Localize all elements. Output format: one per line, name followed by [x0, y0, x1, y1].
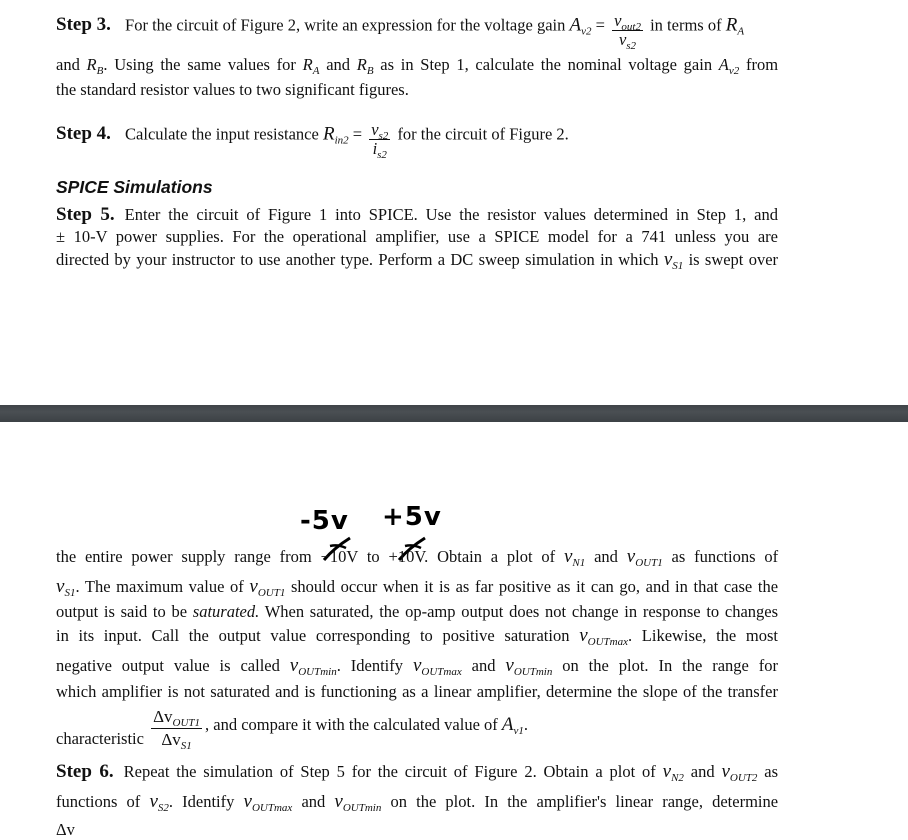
step6-line3: Δv [56, 820, 75, 839]
step3-line3: the standard resistor values to two significant figures. [56, 80, 409, 99]
step3-line2-rb: R [356, 55, 367, 74]
cont-line5 [56, 656, 778, 676]
step6-vn2: v [662, 761, 672, 782]
cont-and1: and [594, 547, 618, 566]
step6-vs2: v [149, 791, 158, 812]
cont-line2 [56, 577, 778, 597]
step6-line2 [56, 792, 778, 812]
step4-label: Step 4. [56, 123, 111, 145]
step3-frac-den: v [618, 30, 627, 49]
cont-line3 [56, 602, 778, 622]
cont-l4a: in its input. Call the output value corresponding to positive saturation [56, 626, 570, 645]
cont-frac-num: Δv [153, 707, 173, 726]
step4-frac-num-sub: s2 [378, 130, 389, 142]
cont-l5-and: and [471, 656, 496, 675]
step3-line2-text2: as in Step 1, calculate the nominal voltage gain [380, 55, 713, 74]
step3-frac-num-sub: out2 [621, 21, 641, 33]
step4-line [56, 117, 778, 161]
cont-l5c: on the plot. In the range for [562, 656, 779, 675]
step3-gain-sub: v2 [581, 25, 592, 38]
step3-gain: A [569, 14, 582, 36]
step3-line1 [56, 8, 778, 52]
cont-l7-end: . [523, 715, 529, 735]
step4-fraction [369, 120, 390, 161]
step3-line2-ra: R [302, 55, 313, 74]
cont-l2-vout: v [249, 576, 258, 597]
step3-line2-gain-sub: v2 [728, 65, 740, 77]
step6-line1 [56, 762, 778, 782]
step3-line2-text: . Using the same values for [103, 55, 296, 74]
step6-vout2: v [721, 761, 730, 782]
cont-l3b: When saturated, the op-amp output does not change in response to changes [264, 602, 779, 621]
cont-l5a: negative output value is called [56, 656, 280, 675]
step6-vout2-sub: OUT2 [729, 772, 758, 784]
step4-frac-den-sub: s2 [377, 149, 387, 161]
step6-voutmax-sub: OUTmax [251, 802, 293, 814]
cont-l7a: characteristic [56, 729, 144, 749]
step3-ra-sub: A [737, 25, 745, 38]
cont-l5-voutmin: v [289, 655, 299, 676]
step4-frac-num: v [371, 120, 379, 139]
cont-l5-voutmax: v [412, 655, 422, 676]
step6-l1a: Repeat the simulation of Step 5 for the circuit of Figure 2. Obtain a plot of [123, 762, 656, 781]
step6-vs2-sub: S2 [157, 802, 169, 814]
step3-line2-ra-sub: A [312, 65, 320, 77]
step3-line2-rb-sub: B [366, 65, 374, 77]
cont-l5-voutmin-sub: OUTmin [298, 666, 337, 678]
step5-label: Step 5. [56, 204, 115, 225]
transfer-slope-fraction [151, 706, 202, 751]
cont-neg10: −10V [320, 547, 359, 566]
step6-voutmin-sub: OUTmin [342, 802, 382, 814]
cont-l5b: . Identify [336, 656, 404, 675]
cont-line1 [56, 547, 778, 567]
step6-voutmin: v [334, 791, 343, 812]
cont-av1-sub: v1 [513, 725, 524, 738]
cont-vout1-sub: OUT1 [635, 557, 663, 569]
step6-and: and [690, 762, 715, 781]
step3-frac-num: v [614, 11, 622, 30]
step3-frac-den-sub: s2 [626, 40, 637, 52]
step3-from: from [746, 55, 779, 74]
cont-vs1-sub: S1 [64, 587, 76, 599]
step3-and: and [56, 55, 80, 74]
cont-frac-den-sub: S1 [180, 740, 192, 752]
cont-l1c: as functions of [671, 547, 779, 566]
step5-line3b: is swept over [688, 250, 779, 269]
step6-vn2-sub: N2 [671, 772, 684, 784]
cont-voutmax-sub: OUTmax [587, 636, 628, 648]
cont-l2b: should occur when it is as far positive as it can go, and in that case the [290, 577, 779, 596]
cont-l5-voutmin2-sub: OUTmin [513, 666, 553, 678]
step5-line2: ± 10-V power supplies. For the operational amplifier, use a SPICE model for a 741 unless you are [56, 227, 778, 246]
step3-text1: For the circuit of Figure 2, write an expression for the voltage gain [125, 15, 566, 35]
step3-fraction [612, 11, 643, 52]
cont-vs1: v [56, 576, 65, 597]
cont-pos10: +10V [388, 547, 425, 566]
cont-l4b: . Likewise, the most [627, 626, 779, 645]
cont-l2-vout-sub: OUT1 [257, 587, 286, 599]
cont-line6: which amplifier is not saturated and is functioning as a linear amplifier, determine the slope of the transfer [56, 682, 778, 701]
step3-label: Step 3. [56, 14, 111, 36]
cont-line7 [56, 706, 778, 752]
section-title: SPICE Simulations [56, 177, 213, 197]
step6-l1b: as [764, 762, 779, 781]
page-top [0, 0, 908, 405]
step3-ra: R [725, 14, 738, 36]
step5-vs-sub: S1 [672, 260, 684, 272]
cont-voutmax: v [579, 625, 588, 646]
cont-av1: A [501, 714, 514, 736]
step4-r-sub: in2 [334, 134, 349, 147]
cont-vn1-sub: N1 [572, 557, 586, 569]
cont-vout1: v [626, 546, 636, 567]
cont-l1a: the entire power supply range from [56, 547, 312, 566]
step4-text1: Calculate the input resistance [125, 124, 319, 144]
step3-line2-gain: A [718, 55, 729, 74]
handwritten-pos: +5v [382, 502, 442, 532]
step6-l2b: . Identify [168, 792, 235, 811]
step3-and2: and [326, 55, 351, 74]
step5-vs: v [663, 249, 673, 270]
step4-frac-den: i [372, 139, 378, 158]
step5-line3a: directed by your instructor to use another type. Perform a DC sweep simulation in which [56, 250, 659, 269]
step6-label: Step 6. [56, 761, 114, 782]
cont-l1b: . Obtain a plot of [424, 547, 556, 566]
step5-line1 [56, 205, 778, 225]
step3-rb: R [86, 55, 97, 74]
cont-l2a: . The maximum value of [75, 577, 244, 596]
step3-eq: = [595, 15, 605, 35]
cont-l5-voutmax-sub: OUTmax [421, 666, 462, 678]
cont-frac-den: Δv [161, 730, 181, 749]
cont-l5-voutmin2: v [505, 655, 514, 676]
step4-r: R [322, 123, 335, 145]
cont-saturated: saturated. [192, 602, 260, 621]
step3-line2 [56, 55, 778, 75]
step6-and2: and [301, 792, 326, 811]
cont-vn1: v [563, 546, 573, 567]
cont-line4 [56, 626, 778, 646]
step3-text2: in terms of [650, 15, 722, 35]
step6-voutmax: v [243, 791, 252, 812]
step6-l2c: on the plot. In the amplifier's linear range, determine [390, 792, 779, 811]
step4-text2: for the circuit of Figure 2. [397, 124, 569, 144]
cont-l7b: , and compare it with the calculated value of [205, 715, 498, 735]
page-divider [0, 405, 908, 422]
step5-line1-text: Enter the circuit of Figure 1 into SPICE. Use the resistor values determined in Step 1, and [124, 205, 778, 224]
cont-frac-num-sub: OUT1 [172, 717, 201, 729]
cont-to: to [366, 547, 380, 566]
page-bottom [0, 422, 908, 839]
cont-l3a: output is said to be [56, 602, 188, 621]
step5-line3 [56, 250, 778, 270]
handwritten-neg: -5v [300, 506, 349, 536]
step6-l2a: functions of [56, 792, 141, 811]
step4-eq: = [352, 124, 363, 144]
step3-rb-sub: B [96, 65, 104, 77]
